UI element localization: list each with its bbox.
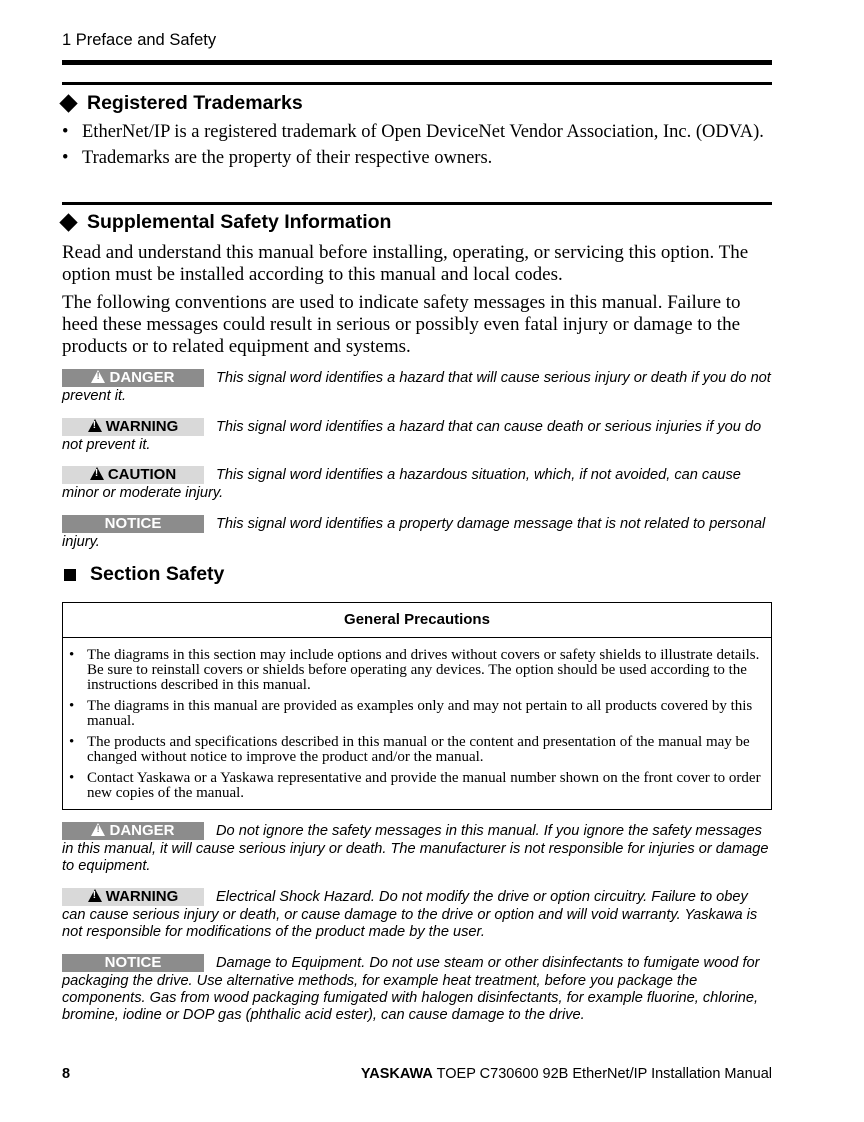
warning-triangle-icon xyxy=(90,467,104,480)
square-bullet-icon xyxy=(64,569,76,581)
list-item: • EtherNet/IP is a registered trademark of Open DeviceNet Vendor Association, Inc. (ODVA). xyxy=(62,122,767,142)
notice-badge: NOTICE xyxy=(62,954,204,972)
header-rule xyxy=(62,60,772,65)
signal-definition-caution: !CAUTION This signal word identifies a hazardous situation, which, if not avoided, can cause minor or moderate injury. xyxy=(62,467,774,502)
running-header: 1 Preface and Safety xyxy=(62,31,217,49)
page-number: 8 xyxy=(62,1066,71,1082)
list-item: • The products and specifications described in this manual or the content and presentation of the manual may be changed without notice to improve the product and/or the manual. xyxy=(67,735,761,765)
trademarks-list xyxy=(62,122,767,174)
signal-definition-warning: !WARNING This signal word identifies a hazard that can cause death or serious injuries if you do not prevent it. xyxy=(62,419,774,454)
footer-brand: YASKAWA xyxy=(360,1066,433,1082)
danger-message: !DANGER Do not ignore the safety messages in this manual. If you ignore the safety messages in this manual, it will cause serious injury or death. The manufacturer is not responsible for injuries or damage to equipment. xyxy=(62,823,774,875)
warning-triangle-icon xyxy=(91,370,105,383)
warning-triangle-icon xyxy=(88,889,102,902)
section-rule xyxy=(62,82,772,85)
supplemental-paragraph: Read and understand this manual before installing, operating, or servicing this option. The option must be installed according to this manual and local codes. xyxy=(62,242,749,285)
supplemental-heading xyxy=(62,211,391,234)
warning-badge: !WARNING xyxy=(62,418,204,436)
supplemental-heading-text: Supplemental Safety Information xyxy=(87,211,392,233)
list-item: • Trademarks are the property of their respective owners. xyxy=(62,148,767,168)
list-item: • The diagrams in this manual are provided as examples only and may not pertain to all products covered by this manual. xyxy=(67,699,761,729)
trademarks-heading xyxy=(62,92,303,115)
warning-message: !WARNING Electrical Shock Hazard. Do not modify the drive or option circuitry. Failure to obey can cause serious injury or death, or cause damage to the drive or option and will void warranty. Yaskawa is not responsible for modifications of the product made by the user. xyxy=(62,889,774,941)
notice-message: NOTICE Damage to Equipment. Do not use steam or other disinfectants to fumigate wood for packaging the drive. Use alternative methods, for example heat treatment, before you package the components. Gas from wood packaging fumigated with halogen disinfectants, for example fluorine, chlorine, bromine, iodine or DOP gas (phthalic acid ester), can cause damage to the drive. xyxy=(62,954,760,1023)
list-item: • Contact Yaskawa or a Yaskawa representative and provide the manual number shown on the front cover to order new copies of the manual. xyxy=(67,771,761,801)
diamond-bullet-icon xyxy=(59,94,77,112)
trademarks-heading-text: Registered Trademarks xyxy=(87,92,303,114)
notice-badge: NOTICE xyxy=(62,515,204,533)
warning-triangle-icon xyxy=(88,419,102,432)
danger-badge: !DANGER xyxy=(62,369,204,387)
signal-definition-danger: !DANGER This signal word identifies a hazard that will cause serious injury or death if you do not prevent it. xyxy=(62,370,774,405)
footer-title-text: TOEP C730600 92B EtherNet/IP Installation Manual xyxy=(436,1066,772,1082)
section-safety-heading xyxy=(62,563,224,586)
general-precautions-box xyxy=(62,602,772,810)
list-item: • The diagrams in this section may include options and drives without covers or safety shields to illustrate details. Be sure to reinstall covers or shields before operating any devices. The option should be used according to the instructions described in this manual. xyxy=(67,648,761,693)
signal-definition-notice: NOTICE This signal word identifies a property damage message that is not related to personal injury. xyxy=(62,515,766,550)
diamond-bullet-icon xyxy=(59,213,77,231)
general-precautions-title: General Precautions xyxy=(63,603,771,638)
section-rule xyxy=(62,202,772,205)
caution-badge: !CAUTION xyxy=(62,466,204,484)
supplemental-paragraph: The following conventions are used to indicate safety messages in this manual. Failure to heed these messages could result in serious or possibly even fatal injury or damage to the products or to related equipment and systems. xyxy=(62,292,741,357)
section-safety-heading-text: Section Safety xyxy=(90,563,225,585)
warning-badge: !WARNING xyxy=(62,888,204,906)
footer-manual-title xyxy=(361,1066,772,1082)
danger-badge: !DANGER xyxy=(62,822,204,840)
precautions-list xyxy=(63,638,771,801)
warning-triangle-icon xyxy=(91,823,105,836)
